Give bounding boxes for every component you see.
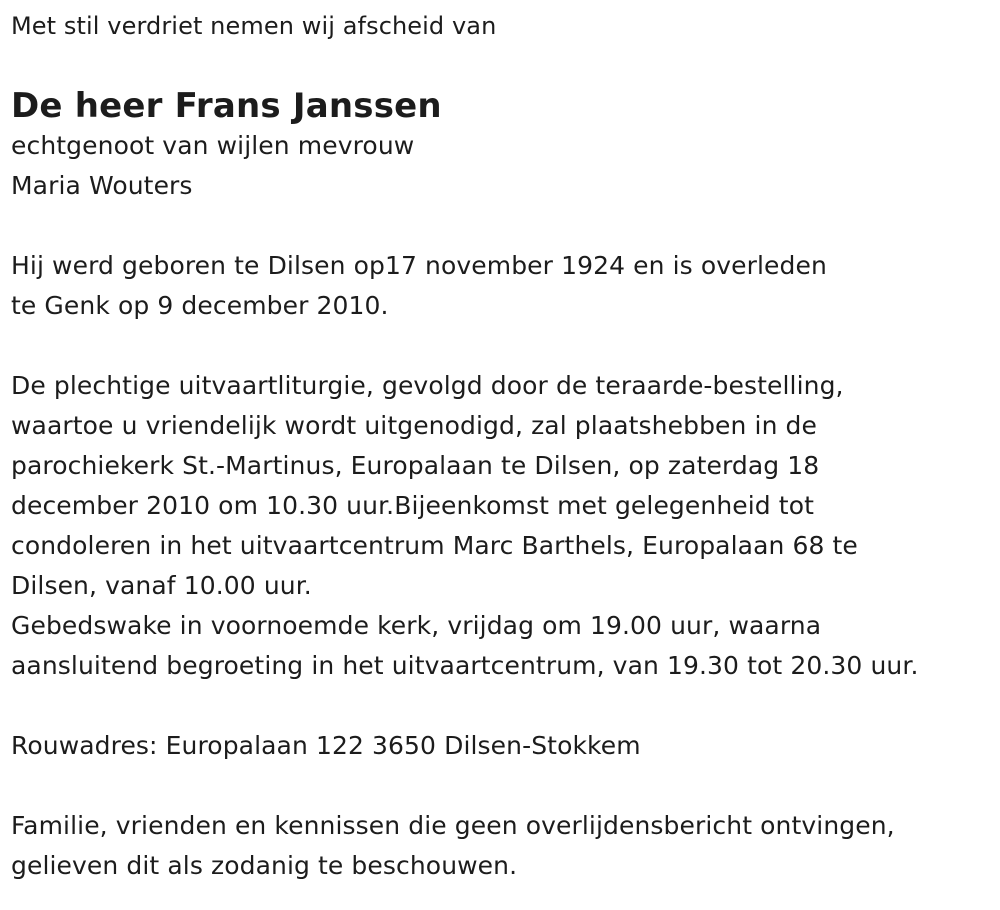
ceremony-paragraph [11, 366, 991, 686]
spacer [11, 206, 991, 246]
mourning-address: Rouwadres: Europalaan 122 3650 Dilsen-Stokkem [11, 731, 641, 760]
paragraph-line: Gebedswake in voornoemde kerk, vrijdag om 19.00 uur, waarna [11, 611, 822, 640]
paragraph-line: Hij werd geboren te Dilsen op17 november 1924 en is overleden [11, 251, 827, 280]
deceased-name: De heer Frans Janssen [11, 86, 442, 126]
paragraph-line: gelieven dit als zodanig te beschouwen. [11, 851, 518, 880]
paragraph-line: De plechtige uitvaartliturgie, gevolgd door de teraarde-bestelling, [11, 371, 844, 400]
paragraph-line: te Genk op 9 december 2010. [11, 291, 389, 320]
paragraph-line: Familie, vrienden en kennissen die geen overlijdensbericht ontvingen, [11, 811, 895, 840]
spacer [11, 326, 991, 366]
spouse-name: Maria Wouters [11, 171, 193, 200]
paragraph-line: Dilsen, vanaf 10.00 uur. [11, 571, 312, 600]
spacer [11, 686, 991, 726]
spouse-line: echtgenoot van wijlen mevrouw [11, 131, 415, 160]
birth-death-paragraph [11, 246, 991, 326]
paragraph-line: condoleren in het uitvaartcentrum Marc Barthels, Europalaan 68 te [11, 531, 858, 560]
paragraph-line: aansluitend begroeting in het uitvaartcentrum, van 19.30 tot 20.30 uur. [11, 651, 919, 680]
intro-text: Met stil verdriet nemen wij afscheid van [11, 12, 497, 40]
paragraph-line: parochiekerk St.-Martinus, Europalaan te Dilsen, op zaterdag 18 [11, 451, 820, 480]
closing-paragraph [11, 806, 991, 886]
spacer [11, 766, 991, 806]
obituary-document [11, 6, 991, 886]
paragraph-line: waartoe u vriendelijk wordt uitgenodigd, zal plaatshebben in de [11, 411, 818, 440]
paragraph-line: december 2010 om 10.30 uur.Bijeenkomst met gelegenheid tot [11, 491, 815, 520]
